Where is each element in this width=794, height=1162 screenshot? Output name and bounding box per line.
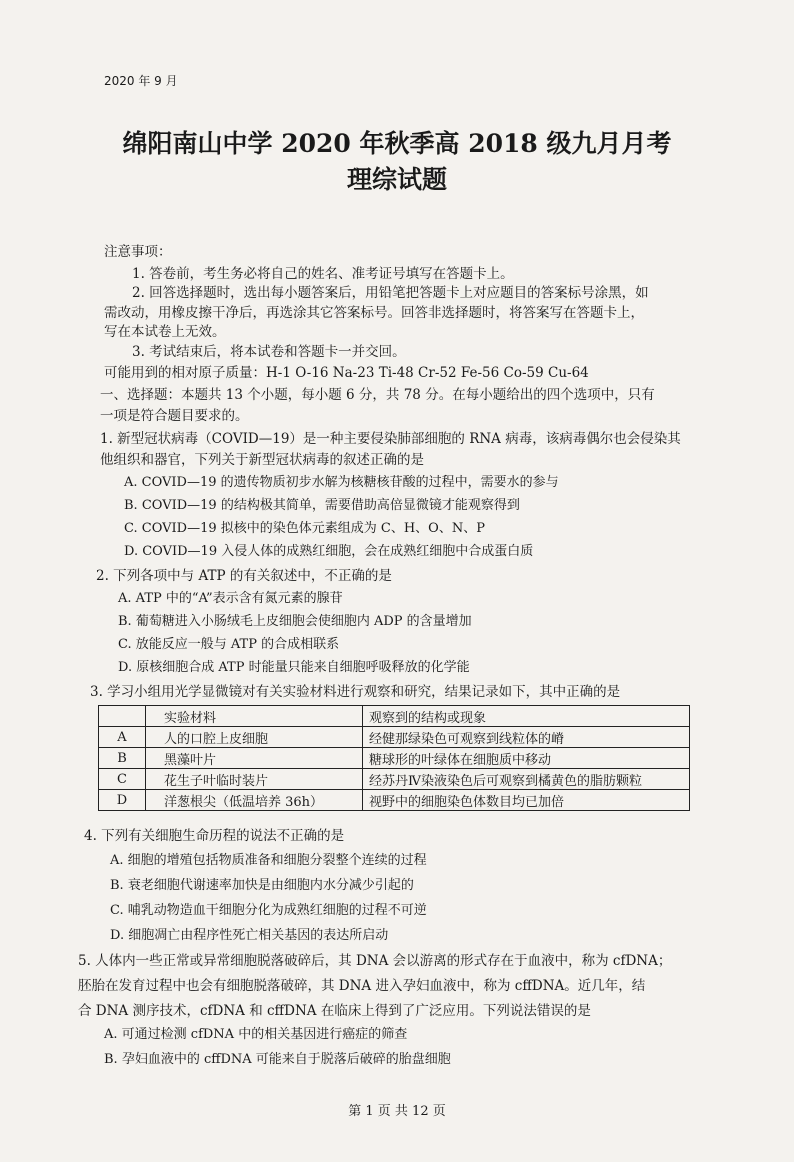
q5-option-b: B. 孕妇血液中的 cffDNA 可能来自于脱落后破碎的胎盘细胞	[104, 1052, 451, 1067]
notice-item-2-cont: 需改动，用橡皮擦干净后，再选涂其它答案标号。回答非选择题时，将答案写在答题卡上，	[104, 305, 644, 321]
q4-stem: 4. 下列有关细胞生命历程的说法不正确的是	[84, 828, 345, 844]
table-row	[99, 769, 690, 790]
q5-option-a: A. 可通过检测 cfDNA 中的相关基因进行癌症的筛查	[104, 1027, 408, 1042]
table-header-row	[99, 706, 690, 727]
table-cell: D	[99, 790, 146, 811]
page-number: 第 1 页 共 12 页	[348, 1104, 446, 1119]
table-cell: B	[99, 748, 146, 769]
table-header-cell: 观察到的结构或现象	[363, 706, 690, 727]
notice-item-1: 1. 答卷前，考生务必将自己的姓名、准考证号填写在答题卡上。	[132, 266, 514, 282]
q2-option-b: B. 葡萄糖进入小肠绒毛上皮细胞会使细胞内 ADP 的含量增加	[118, 614, 472, 629]
q1-option-b: B. COVID—19 的结构极其简单，需要借助高倍显微镜才能观察得到	[124, 498, 520, 513]
table-cell: 花生子叶临时装片	[146, 769, 363, 790]
notice-item-2-end: 写在本试卷上无效。	[104, 324, 226, 340]
section-1-heading: 一、选择题：本题共 13 个小题，每小题 6 分，共 78 分。在每小题给出的四个选项中，只有	[100, 387, 655, 403]
q1-option-c: C. COVID—19 拟核中的染色体元素组成为 C、H、O、N、P	[124, 521, 485, 536]
notice-item-3: 3. 考试结束后，将本试卷和答题卡一并交回。	[132, 344, 406, 360]
table-cell: C	[99, 769, 146, 790]
section-1-heading-cont: 一项是符合题目要求的。	[100, 408, 249, 424]
q4-option-a: A. 细胞的增殖包括物质准备和细胞分裂整个连续的过程	[110, 853, 427, 868]
q5-stem-cont: 胚胎在发育过程中也会有细胞脱落破碎，其 DNA 进入孕妇血液中，称为 cffDNA。近几年，结	[78, 978, 646, 994]
exam-title: 绵阳南山中学 2020 年秋季高 2018 级九月月考	[122, 129, 672, 158]
table-row	[99, 790, 690, 811]
q1-option-d: D. COVID—19 入侵人体的成熟红细胞，会在成熟红细胞中合成蛋白质	[124, 544, 534, 559]
notice-item-2: 2. 回答选择题时，选出每小题答案后，用铅笔把答题卡上对应题目的答案标号涂黑，如	[132, 285, 649, 301]
table-cell: 糖球形的叶绿体在细胞质中移动	[363, 748, 690, 769]
table-cell: 黑藻叶片	[146, 748, 363, 769]
q2-option-d: D. 原核细胞合成 ATP 时能量只能来自细胞呼吸释放的化学能	[118, 660, 470, 675]
q5-stem-end: 合 DNA 测序技术，cfDNA 和 cffDNA 在临床上得到了广泛应用。下列说法错误的是	[78, 1003, 591, 1019]
q1-stem: 1. 新型冠状病毒（COVID—19）是一种主要侵染肺部细胞的 RNA 病毒，该病毒偶尔也会侵染其	[100, 431, 681, 447]
notice-heading: 注意事项：	[104, 244, 172, 260]
date-stamp: 2020 年 9 月	[104, 74, 178, 88]
q2-option-a: A. ATP 中的“A”表示含有氮元素的腺苷	[118, 591, 343, 606]
table-cell: A	[99, 727, 146, 748]
q3-table	[98, 705, 690, 811]
q4-option-b: B. 衰老细胞代谢速率加快是由细胞内水分减少引起的	[110, 878, 414, 893]
atomic-masses: 可能用到的相对原子质量：H-1 O-16 Na-23 Ti-48 Cr-52 Fe-56 Co-59 Cu-64	[104, 365, 589, 381]
table-row	[99, 748, 690, 769]
table-cell: 洋葱根尖（低温培养 36h）	[146, 790, 363, 811]
table-cell: 经苏丹Ⅳ染液染色后可观察到橘黄色的脂肪颗粒	[363, 769, 690, 790]
table-cell: 视野中的细胞染色体数目均已加倍	[363, 790, 690, 811]
table-row	[99, 727, 690, 748]
q2-option-c: C. 放能反应一般与 ATP 的合成相联系	[118, 637, 340, 652]
q4-option-d: D. 细胞凋亡由程序性死亡相关基因的表达所启动	[110, 928, 389, 943]
table-cell: 人的口腔上皮细胞	[146, 727, 363, 748]
q5-stem: 5. 人体内一些正常或异常细胞脱落破碎后，其 DNA 会以游离的形式存在于血液中，称为 cfDNA；	[78, 953, 672, 969]
table-cell: 经健那绿染色可观察到线粒体的嵴	[363, 727, 690, 748]
q4-option-c: C. 哺乳动物造血干细胞分化为成熟红细胞的过程不可逆	[110, 903, 427, 918]
table-header-cell	[99, 706, 146, 727]
q1-stem-cont: 他组织和器官，下列关于新型冠状病毒的叙述正确的是	[100, 452, 424, 468]
q3-stem: 3. 学习小组用光学显微镜对有关实验材料进行观察和研究，结果记录如下，其中正确的是	[90, 684, 621, 700]
q1-option-a: A. COVID—19 的遗传物质初步水解为核糖核苷酸的过程中，需要水的参与	[124, 475, 559, 490]
q2-stem: 2. 下列各项中与 ATP 的有关叙述中，不正确的是	[96, 568, 392, 584]
exam-subtitle: 理综试题	[346, 165, 447, 194]
table-header-cell: 实验材料	[146, 706, 363, 727]
